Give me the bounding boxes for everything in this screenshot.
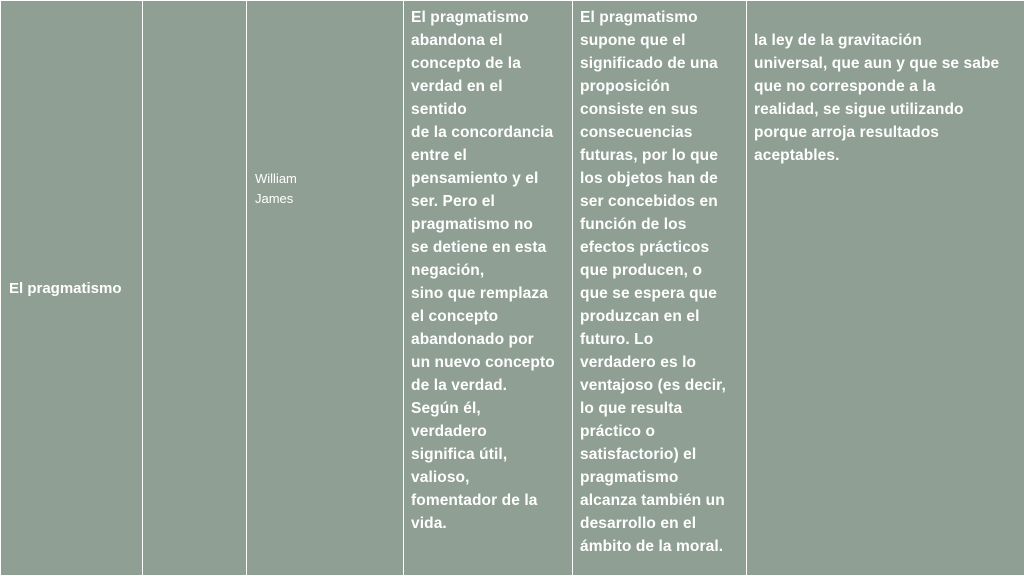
- author-text: William James: [255, 171, 297, 206]
- truth-concept-text: El pragmatismo abandona el concepto de la verdad en el sentido de la concordancia entre el pensamiento y el ser. Pero el pragmatismo no se detiene en esta negación, sino que remplaza el concepto abandonado por un nuevo concepto de la verdad. Según él, verdadero significa útil, valioso, fomentador de la vida.: [411, 9, 555, 532]
- cell-topic: [1, 1, 143, 576]
- meaning-text: El pragmatismo supone que el significado de una proposición consiste en sus consecuencias futuras, por lo que los objetos han de ser concebidos en función de los efectos prácticos que producen, o que se espera que produzcan en el futuro. Lo verdadero es lo ventajoso (es decir, lo que resulta práctico o satisfactorio) el pragmatismo alcanza también un desarrollo en el ámbito de la moral.: [580, 9, 726, 555]
- table-row: [1, 1, 1024, 576]
- cell-empty: [143, 1, 247, 576]
- cell-example: [747, 1, 1024, 576]
- cell-author: [247, 1, 404, 576]
- cell-meaning: [573, 1, 747, 576]
- example-text: la ley de la gravitación universal, que aun y que se sabe que no corresponde a la realidad, se sigue utilizando porque arroja resultados aceptables.: [754, 32, 1000, 164]
- cell-truth-concept: [404, 1, 573, 576]
- topic-text: El pragmatismo: [9, 279, 122, 297]
